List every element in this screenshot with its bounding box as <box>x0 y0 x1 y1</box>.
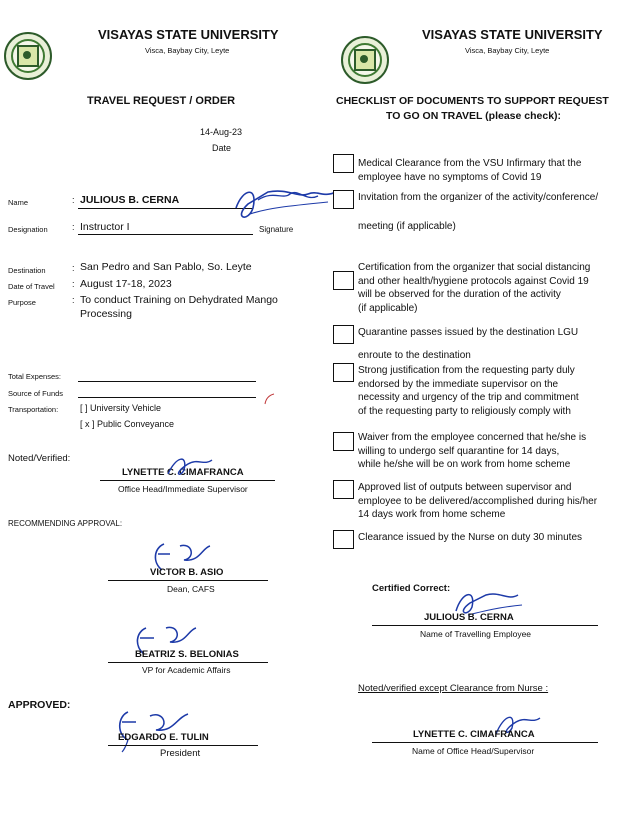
item4-line0: Strong justification from the requesting party duly <box>358 365 575 376</box>
checkbox-invitation[interactable] <box>333 190 354 209</box>
certified-title: Name of Travelling Employee <box>420 629 532 639</box>
item4-line2: necessity and urgency of the trip and commitment <box>358 392 579 403</box>
checkbox-medical-clearance[interactable] <box>333 154 354 173</box>
checklist-title-line1: CHECKLIST OF DOCUMENTS TO SUPPORT REQUEST <box>336 95 609 107</box>
recommender1-title: Dean, CAFS <box>167 584 215 594</box>
approver-name: EDGARDO E. TULIN <box>118 732 209 743</box>
university-seal-left <box>4 32 52 80</box>
item0-line1: employee have no symptoms of Covid 19 <box>358 171 542 183</box>
item5-line0: Waiver from the employee concerned that he/she is <box>358 432 587 443</box>
item3-line2: enroute to the destination <box>358 350 471 361</box>
item7-line0: Clearance issued by the Nurse on duty 30 minutes <box>358 532 583 543</box>
purpose-line1: To conduct Training on Dehydrated Mango <box>80 294 278 306</box>
checkbox-certification[interactable] <box>333 271 354 290</box>
item6-line0: Approved list of outputs between supervisor and <box>358 482 572 493</box>
supervisor-name: LYNETTE C. CIMAFRANCA <box>413 729 535 740</box>
supervisor-title: Name of Office Head/Supervisor <box>412 746 535 756</box>
source-of-funds-label: Source of Funds <box>8 389 64 398</box>
destination-value: San Pedro and San Pablo, So. Leyte <box>80 261 252 273</box>
item2-line2: will be observed for the duration of the activity <box>358 289 561 300</box>
checklist-title-line2: TO GO ON TRAVEL (please check): <box>386 110 562 122</box>
noted-title: Office Head/Immediate Supervisor <box>118 484 248 494</box>
date-label: Date <box>212 143 232 153</box>
noted-verified-label: Noted/Verified: <box>8 453 71 464</box>
purpose-label: Purpose <box>8 298 36 307</box>
date-of-travel-label: Date of Travel <box>8 282 55 291</box>
red-mark <box>262 392 276 406</box>
president-signature <box>110 706 200 754</box>
checkbox-waiver[interactable] <box>333 432 354 451</box>
checkbox-strong-justification[interactable] <box>333 363 354 382</box>
item6-line2: 14 days work from home scheme <box>358 509 506 520</box>
noted-name: LYNETTE C. CIMAFRANCA <box>122 467 244 478</box>
recommender2-title: VP for Academic Affairs <box>142 665 231 675</box>
item2-line3: (if applicable) <box>358 302 418 314</box>
university-address-left: Visca, Baybay City, Leyte <box>145 46 230 55</box>
signature-label: Signature <box>259 225 294 234</box>
checkbox-approved-outputs[interactable] <box>333 480 354 499</box>
university-name-left: VISAYAS STATE UNIVERSITY <box>98 27 279 42</box>
university-name-right: VISAYAS STATE UNIVERSITY <box>422 27 603 42</box>
purpose-line2: Processing <box>80 308 132 320</box>
name-label: Name <box>8 198 29 207</box>
recommender1-name: VICTOR B. ASIO <box>150 567 224 578</box>
recommender2-name: BEATRIZ S. BELONIAS <box>135 649 239 660</box>
certified-correct-label: Certified Correct: <box>372 583 451 594</box>
item4-line3: of the requesting party to religiously comply with <box>358 405 571 417</box>
item1-line2: meeting (if applicable) <box>358 221 456 232</box>
designation-value: Instructor I <box>80 221 130 233</box>
recommending-approval-label: RECOMMENDING APPROVAL: <box>8 519 123 528</box>
item1-line0: Invitation from the organizer of the activity/conference/ <box>358 192 599 203</box>
date-of-travel-value: August 17-18, 2023 <box>80 278 172 290</box>
employee-signature <box>228 178 343 230</box>
certified-name: JULIOUS B. CERNA <box>424 612 514 623</box>
item0-line0: Medical Clearance from the VSU Infirmary that the <box>358 158 582 169</box>
item4-line1: endorsed by the immediate supervisor on the <box>358 378 559 390</box>
transport-option-university-vehicle: [ ] University Vehicle <box>80 403 162 413</box>
university-address-right: Visca, Baybay City, Leyte <box>465 46 550 55</box>
name-value: JULIOUS B. CERNA <box>80 194 180 206</box>
destination-label: Destination <box>8 266 46 275</box>
item2-line0: Certification from the organizer that social distancing <box>358 262 591 273</box>
form-title: TRAVEL REQUEST / ORDER <box>87 95 236 107</box>
item2-line1: and other health/hygiene protocols against Covid 19 <box>358 275 589 287</box>
designation-label: Designation <box>8 225 48 234</box>
noted-except-label: Noted/verified except Clearance from Nurse : <box>358 683 549 694</box>
item3-line0: Quarantine passes issued by the destination LGU <box>358 327 579 338</box>
total-expenses-label: Total Expenses: <box>8 372 61 381</box>
transportation-label: Transportation: <box>8 405 59 414</box>
approver-title: President <box>160 748 201 759</box>
checkbox-quarantine-passes[interactable] <box>333 325 354 344</box>
university-seal-right <box>341 36 389 84</box>
checkbox-nurse-clearance[interactable] <box>333 530 354 549</box>
date-value: 14-Aug-23 <box>200 127 243 137</box>
item5-line2: while he/she will be on work from home scheme <box>358 459 571 470</box>
item5-line1: willing to undergo self quarantine for 14 days, <box>358 445 560 457</box>
approved-label: APPROVED: <box>8 699 71 711</box>
transport-option-public-conveyance: [ x ] Public Conveyance <box>80 419 175 429</box>
item6-line1: employee to be delivered/accomplished during his/her <box>358 495 598 507</box>
